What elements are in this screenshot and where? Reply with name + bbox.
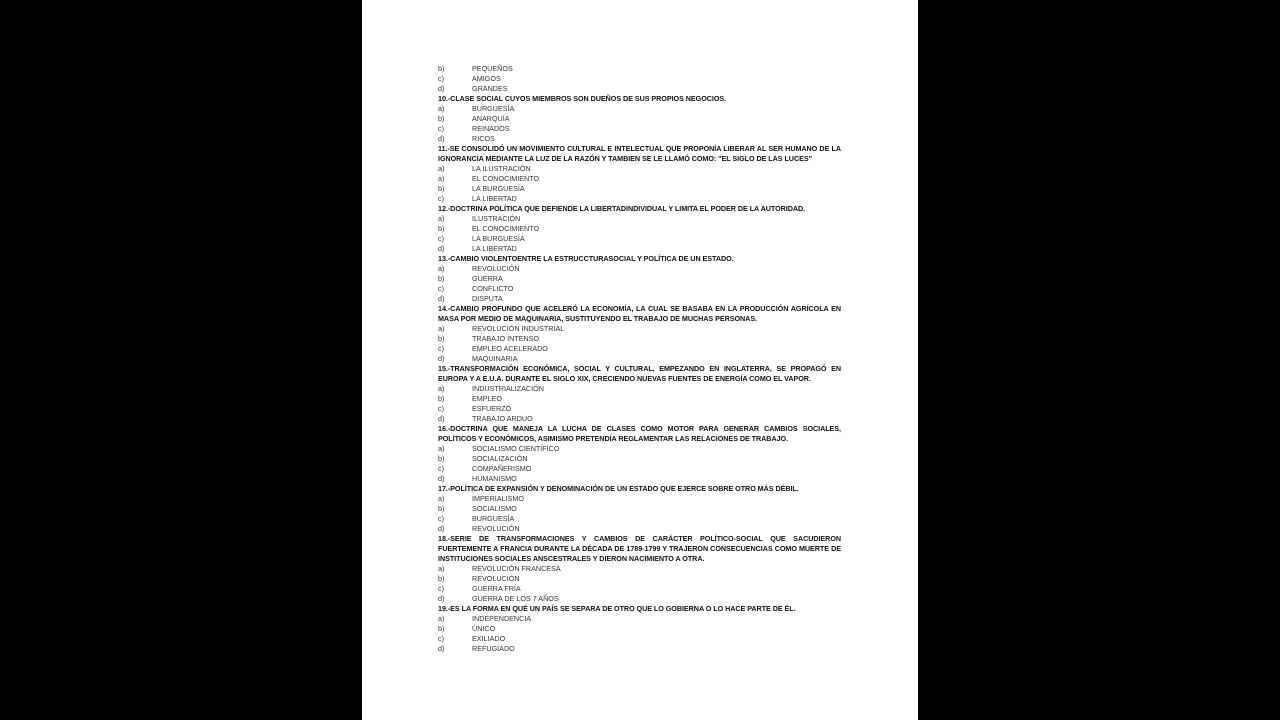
- answer-option: [438, 214, 841, 224]
- answer-option: [438, 474, 841, 484]
- option-text: GUERRA DE LOS 7 AÑOS: [472, 594, 559, 603]
- question-list: [438, 94, 841, 654]
- question-block: [438, 604, 841, 654]
- answer-option: [438, 134, 841, 144]
- option-letter: b): [438, 394, 445, 403]
- answer-option: [438, 624, 841, 634]
- answer-option: [438, 104, 841, 114]
- answer-option: [438, 84, 841, 94]
- option-text: INDUSTRIALIZACIÓN: [472, 384, 544, 393]
- question-block: [438, 424, 841, 484]
- answer-option: [438, 64, 841, 74]
- option-text: REVOLUCIÓN: [472, 264, 520, 273]
- question-block: [438, 94, 841, 144]
- option-text: ÚNICO: [472, 624, 496, 633]
- answer-option: [438, 504, 841, 514]
- option-letter: a): [438, 264, 445, 273]
- option-letter: d): [438, 474, 445, 483]
- answer-option: [438, 344, 841, 354]
- option-letter: c): [438, 634, 444, 643]
- answer-option: [438, 114, 841, 124]
- answer-option: [438, 464, 841, 474]
- question-text: 16.-DOCTRINA QUE MANEJA LA LUCHA DE CLASES COMO MOTOR PARA GENERAR CAMBIOS SOCIALES, POLÍTICOS Y ECONÓMICOS, ASIMISMO PRETENDÍA REGLAMENTAR LAS RELACIONES DE TRABAJO.: [438, 424, 841, 443]
- answer-option: [438, 234, 841, 244]
- option-letter: b): [438, 624, 445, 633]
- option-text: SOCIALIZACIÓN: [472, 454, 528, 463]
- option-text: INDEPENDENCIA: [472, 614, 532, 623]
- answer-option: [438, 294, 841, 304]
- option-text: REFUGIADO: [472, 644, 515, 653]
- option-text: EMPLEO: [472, 394, 502, 403]
- option-text: LA BURGUESÍA: [472, 234, 525, 243]
- option-text: RICOS: [472, 134, 495, 143]
- option-letter: a): [438, 214, 445, 223]
- question-block: [438, 534, 841, 604]
- option-text: TRABAJO INTENSO: [472, 334, 540, 343]
- question-text: 12.-DOCTRINA POLÍTICA QUE DEFIENDE LA LIBERTADINDIVIDUAL Y LIMITA EL PODER DE LA AUTORIDAD.: [438, 204, 806, 213]
- answer-option: [438, 634, 841, 644]
- option-text: BURGUESÍA: [472, 104, 515, 113]
- option-letter: b): [438, 274, 445, 283]
- option-letter: c): [438, 584, 444, 593]
- answer-option: [438, 594, 841, 604]
- answer-option: [438, 394, 841, 404]
- option-letter: b): [438, 454, 445, 463]
- answer-option: [438, 164, 841, 174]
- option-letter: a): [438, 494, 445, 503]
- option-letter: c): [438, 74, 444, 83]
- option-text: LA LIBERTAD: [472, 194, 517, 203]
- option-letter: b): [438, 64, 445, 73]
- answer-option: [438, 194, 841, 204]
- answer-option: [438, 384, 841, 394]
- option-text: REVOLUCIÓN INDUSTRIAL: [472, 324, 565, 333]
- option-letter: a): [438, 174, 445, 183]
- option-letter: c): [438, 404, 444, 413]
- question-text: 10.-CLASE SOCIAL CUYOS MIEMBROS SON DUEÑOS DE SUS PROPIOS NEGOCIOS.: [438, 94, 727, 103]
- option-text: PEQUEÑOS: [472, 64, 513, 73]
- option-letter: b): [438, 224, 445, 233]
- option-letter: b): [438, 114, 445, 123]
- option-letter: b): [438, 504, 445, 513]
- option-text: GUERRA FRÍA: [472, 584, 521, 593]
- question-block: [438, 484, 841, 534]
- option-letter: d): [438, 524, 445, 533]
- answer-option: [438, 124, 841, 134]
- option-text: COMPAÑERISMO: [472, 464, 532, 473]
- option-text: SOCIALISMO: [472, 504, 517, 513]
- option-text: MAQUINARIA: [472, 354, 518, 363]
- option-text: REVOLUCIÓN FRANCESA: [472, 564, 561, 573]
- option-text: REVOLUCIÓN: [472, 574, 520, 583]
- option-text: CONFLICTO: [472, 284, 514, 293]
- question-text: 14.-CAMBIO PROFUNDO QUE ACELERÓ LA ECONOMÍA, LA CUAL SE BASABA EN LA PRODUCCIÓN AGRÍCOLA EN MASA POR MEDIO DE MAQUINARIA, SUSTITUYENDO EL TRABAJO DE MUCHAS PERSONAS.: [438, 304, 841, 323]
- option-letter: d): [438, 244, 445, 253]
- answer-option: [438, 444, 841, 454]
- option-letter: c): [438, 234, 444, 243]
- answer-option: [438, 174, 841, 184]
- answer-option: [438, 334, 841, 344]
- option-text: BURGUESÍA: [472, 514, 515, 523]
- answer-option: [438, 324, 841, 334]
- option-text: ILUSTRACIÓN: [472, 214, 521, 223]
- option-letter: d): [438, 294, 445, 303]
- option-letter: a): [438, 564, 445, 573]
- option-letter: c): [438, 344, 444, 353]
- question-text: 13.-CAMBIO VIOLENTOENTRE LA ESTRUCCTURASOCIAL Y POLÍTICA DE UN ESTADO.: [438, 254, 734, 263]
- option-letter: d): [438, 644, 445, 653]
- answer-option: [438, 224, 841, 234]
- option-letter: a): [438, 444, 445, 453]
- answer-option: [438, 274, 841, 284]
- option-text: GRANDES: [472, 84, 508, 93]
- answer-option: [438, 494, 841, 504]
- option-text: EXILIADO: [472, 634, 506, 643]
- option-text: ANARQUÍA: [472, 114, 510, 123]
- option-letter: d): [438, 414, 445, 423]
- option-letter: d): [438, 594, 445, 603]
- question-block: [438, 204, 841, 254]
- option-letter: c): [438, 124, 444, 133]
- answer-option: [438, 74, 841, 84]
- option-letter: c): [438, 514, 444, 523]
- answer-option: [438, 514, 841, 524]
- option-letter: a): [438, 324, 445, 333]
- question-text: 15.-TRANSFORMACIÓN ECONÓMICA, SOCIAL Y CULTURAL, EMPEZANDO EN INGLATERRA, SE PROPAGÓ EN EUROPA Y A E.U.A. DURANTE EL SIGLO XIX, CRECIENDO NUEVAS FUENTES DE ENERGÍA COMO EL VAPOR.: [438, 364, 841, 383]
- option-text: LA BURGUESÍA: [472, 184, 525, 193]
- answer-option: [438, 614, 841, 624]
- answer-option: [438, 184, 841, 194]
- option-text: EL CONOCIMIENTO: [472, 224, 540, 233]
- document-page: [362, 0, 918, 720]
- answer-option: [438, 644, 841, 654]
- option-letter: a): [438, 614, 445, 623]
- answer-option: [438, 404, 841, 414]
- option-text: ESFUERZO: [472, 404, 512, 413]
- option-text: GUERRA: [472, 274, 503, 283]
- question-block: [438, 254, 841, 304]
- question-text: 19.-ES LA FORMA EN QUÉ UN PAÍS SE SEPARA DE OTRO QUE LO GOBIERNA O LO HACE PARTE DE ÉL.: [438, 604, 796, 613]
- option-letter: a): [438, 384, 445, 393]
- option-text: TRABAJO ARDUO: [472, 414, 533, 423]
- answer-option: [438, 454, 841, 464]
- option-letter: c): [438, 284, 444, 293]
- option-letter: a): [438, 164, 445, 173]
- option-text: DISPUTA: [472, 294, 503, 303]
- answer-option: [438, 574, 841, 584]
- option-text: LA LIBERTAD: [472, 244, 517, 253]
- document-content: [438, 64, 841, 654]
- option-text: LA ILUSTRACIÓN: [472, 164, 531, 173]
- question-text: 11.-SE CONSOLIDÓ UN MOVIMIENTO CULTURAL E INTELECTUAL QUE PROPONÍA LIBERAR AL SER HUMANO DE LA IGNORANCIA MEDIANTE LA LUZ DE LA RAZÓN Y TAMBIEN SE LE LLAMÓ COMO: "EL SIGLO DE LAS LUCES": [438, 144, 841, 163]
- option-text: REINADOS: [472, 124, 510, 133]
- question-text: 18.-SERIE DE TRANSFORMACIONES Y CAMBIOS DE CARÁCTER POLÍTICO-SOCIAL QUE SACUDIERON FUERTEMENTE A FRANCIA DURANTE LA DÉCADA DE 1789-1799 Y TRAJERON CONSECUENCIAS COMO MUERTE DE INSTITUCIONES SOCIALES ANSCESTRALES Y DIERON NACIMIENTO A OTRA.: [438, 534, 841, 563]
- answer-option: [438, 524, 841, 534]
- option-letter: b): [438, 184, 445, 193]
- answer-option: [438, 564, 841, 574]
- option-letter: d): [438, 84, 445, 93]
- option-text: SOCIALISMO CIENTÍFICO: [472, 444, 560, 453]
- question-block: [438, 304, 841, 364]
- leading-options: [438, 64, 841, 94]
- answer-option: [438, 414, 841, 424]
- answer-option: [438, 284, 841, 294]
- option-text: EMPLEO ACELERADO: [472, 344, 548, 353]
- option-letter: a): [438, 104, 445, 113]
- answer-option: [438, 264, 841, 274]
- question-block: [438, 144, 841, 204]
- option-letter: d): [438, 134, 445, 143]
- option-text: AMIGOS: [472, 74, 501, 83]
- option-letter: d): [438, 354, 445, 363]
- answer-option: [438, 244, 841, 254]
- option-text: EL CONOCIMIENTO: [472, 174, 540, 183]
- option-letter: b): [438, 574, 445, 583]
- answer-option: [438, 584, 841, 594]
- option-text: HUMANISMO: [472, 474, 517, 483]
- option-text: REVOLUCIÓN: [472, 524, 520, 533]
- option-text: IMPERIALISMO: [472, 494, 524, 503]
- answer-option: [438, 354, 841, 364]
- option-letter: c): [438, 194, 444, 203]
- option-letter: c): [438, 464, 444, 473]
- question-text: 17.-POLÍTICA DE EXPANSIÓN Y DENOMINACIÓN DE UN ESTADO QUE EJERCE SOBRE OTRO MÁS DÉBIL.: [438, 484, 799, 493]
- question-block: [438, 364, 841, 424]
- option-letter: b): [438, 334, 445, 343]
